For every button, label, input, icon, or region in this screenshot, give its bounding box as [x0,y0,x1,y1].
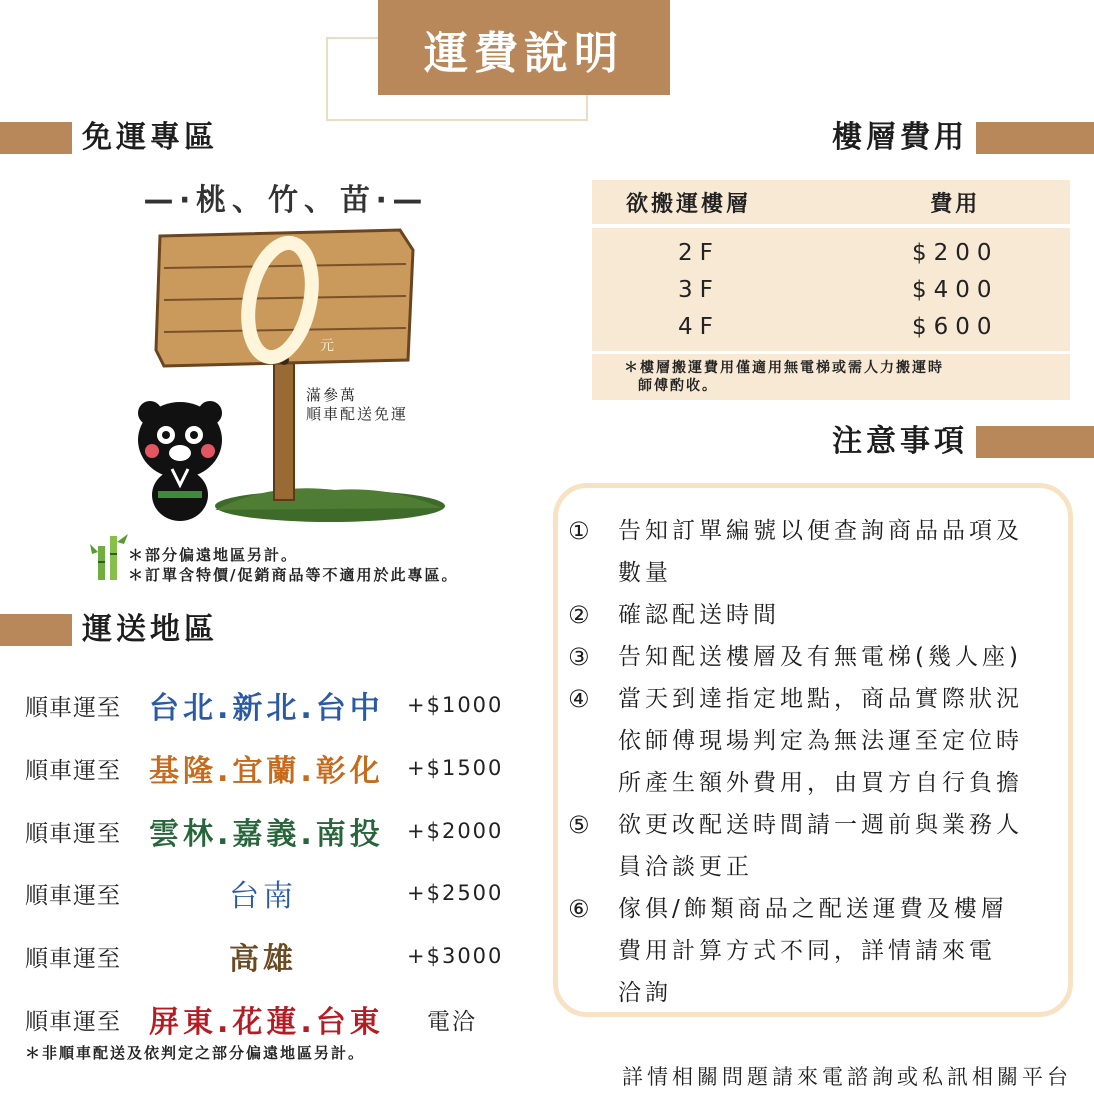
free-condition-line2: 順車配送免運 [306,405,409,423]
shipping-row-dest: 雲林.嘉義.南投 [149,817,384,852]
floor-fee-note [592,354,1070,400]
notice-line: 所產生額外費用，由買方自行負擔 [618,770,1023,796]
fee-cell: $400 [911,276,999,303]
notice-line: 當天到達指定地點，商品實際狀況 [618,686,1023,712]
free-zone-note-1: ＊部分偏遠地區另計。 [128,546,299,564]
floor-fee-header-row [592,180,1070,224]
table-row [592,234,1070,271]
shipping-row-dest: 基隆.宜蘭.彰化 [149,754,384,789]
free-zone-notes [128,545,458,585]
fee-cell: $600 [911,313,999,340]
shipping-row-label: 順車運至 [25,1008,121,1035]
notice-num: ③ [568,643,594,671]
notice-num: ② [568,601,594,629]
shipping-row-dest: 台北.新北.台中 [149,691,384,726]
shipping-note: ＊非順車配送及依判定之部分偏遠地區另計。 [25,1044,366,1062]
notice-line: 欲更改配送時間請一週前與業務人 [618,812,1023,838]
shipping-heading-bar [0,614,72,646]
notice-line: 確認配送時間 [618,602,780,628]
list-item [568,510,1056,594]
notice-line: 告知配送樓層及有無電梯(幾人座) [618,644,1022,670]
shipping-row [25,811,503,851]
footer-contact-text: 詳情相關問題請來電諮詢或私訊相關平台 [622,1065,1072,1089]
fee-cell: $200 [911,239,999,266]
free-zone-note-2: ＊訂單含特價/促銷商品等不適用於此專區。 [128,566,459,584]
shipping-row-label: 順車運至 [25,882,121,909]
bear-mascot-illustration [132,395,228,523]
notice-title: 注意事項 [832,424,968,459]
sign-unit: 元 [320,338,334,354]
free-zone-heading-bar [0,122,72,154]
fee-col-header: 費用 [930,191,981,217]
notice-num: ⑥ [568,895,594,923]
shipping-row-label: 順車運至 [25,757,121,784]
list-item [568,888,1056,1014]
page-title: 運費說明 [378,0,670,95]
shipping-row-label: 順車運至 [25,945,121,972]
shipping-row-label: 順車運至 [25,694,121,721]
shipping-row-dest: 屏東.花蓮.台東 [149,1005,384,1040]
list-item [568,678,1056,804]
notice-box [553,483,1073,1017]
shipping-row-fee: 電洽 [427,1008,477,1035]
list-item [568,636,1056,678]
notice-line: 傢俱/飾類商品之配送運費及樓層 [618,896,1008,922]
list-item [568,804,1056,888]
notice-line: 告知訂單編號以便查詢商品品項及 [618,518,1023,544]
free-zone-title: 免運專區 [82,120,218,155]
floor-cell: 4F [678,313,720,340]
notice-line: 員洽談更正 [618,854,753,880]
shipping-row-fee: +$2500 [407,881,504,905]
table-row [592,308,1070,345]
floor-cell: 3F [678,276,720,303]
free-zone-region: —‧桃、竹、苗‧— [143,183,429,218]
shipping-row [25,685,503,725]
shipping-row [25,936,503,976]
floor-fee-table [592,180,1070,400]
list-item [568,594,1056,636]
floor-fee-note-line1: ＊樓層搬運費用僅適用無電梯或需人力搬運時 [624,360,944,376]
floor-fee-note-line2: 師傅酌收。 [638,378,718,394]
bamboo-icon [88,532,130,582]
shipping-row-fee: +$1000 [407,693,504,717]
shipping-row [25,748,503,788]
notice-heading-bar [976,426,1094,458]
floor-col-header: 欲搬運樓層 [626,191,752,217]
table-row [592,271,1070,308]
shipping-row-fee: +$2000 [407,819,504,843]
floor-fee-body [592,228,1070,351]
floor-fee-title: 樓層費用 [832,120,968,155]
notice-line: 依師傅現場判定為無法運至定位時 [618,728,1023,754]
shipping-row [25,873,503,913]
shipping-title: 運送地區 [82,612,218,647]
notice-line: 數量 [618,560,672,586]
notice-num: ⑤ [568,811,594,839]
shipping-row-dest: 台南 [229,879,297,914]
shipping-row-fee: +$3000 [407,944,504,968]
free-condition [306,386,408,424]
shipping-row-fee: +$1500 [407,756,504,780]
shipping-row-label: 順車運至 [25,820,121,847]
free-condition-line1: 滿參萬 [306,386,358,404]
notice-num: ④ [568,685,594,713]
notice-line: 費用計算方式不同，詳情請來電 [618,938,996,964]
floor-fee-heading-bar [976,122,1094,154]
floor-cell: 2F [678,239,720,266]
sign-value [266,250,306,340]
shipping-row-dest: 高雄 [229,942,297,977]
notice-num: ① [568,517,594,545]
notice-line: 洽詢 [618,980,672,1006]
shipping-row [25,999,477,1039]
